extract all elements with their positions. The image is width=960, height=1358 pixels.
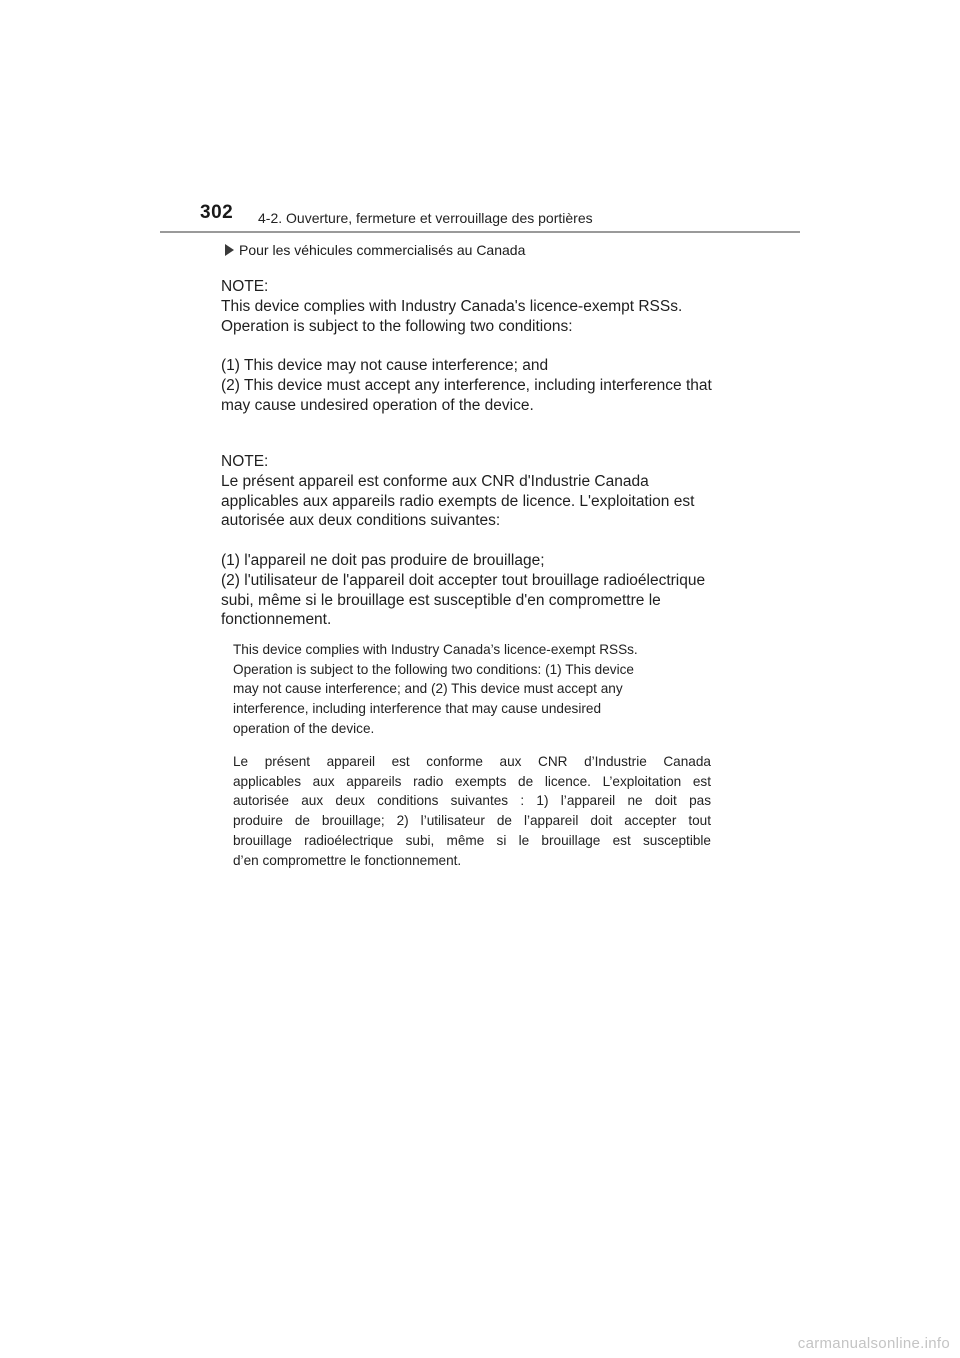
- note-en-heading: NOTE:: [221, 278, 269, 295]
- scan-fr-line: applicables aux appareils radio exempts de licence. L’exploitation est: [233, 773, 711, 789]
- note-en-line: may cause undesired operation of the device.: [221, 396, 534, 414]
- scan-fr-line: autorisée aux deux conditions suivantes : 1) l’appareil ne doit pas: [233, 793, 711, 809]
- note-fr-condition-1: (1) l'appareil ne doit pas produire de brouillage;: [221, 551, 545, 569]
- triangle-right-icon: [225, 244, 234, 256]
- note-en-line: Operation is subject to the following two conditions:: [221, 317, 573, 335]
- page-number: 302: [200, 202, 234, 223]
- note-en-condition-1: (1) This device may not cause interference; and: [221, 357, 549, 375]
- watermark: carmanualsonline.info: [797, 1335, 950, 1352]
- note-fr-blank-line: [221, 531, 781, 551]
- note-fr-line: autorisée aux deux conditions suivantes:: [221, 512, 501, 530]
- note-fr-heading: NOTE:: [221, 453, 269, 470]
- note-en-condition-2: (2) This device must accept any interference, including interference that: [221, 376, 712, 394]
- subheading: [225, 242, 525, 258]
- note-fr-line: fonctionnement.: [221, 611, 332, 629]
- scan-en-line: This device complies with Industry Canada’s licence-exempt RSSs.: [233, 642, 638, 657]
- scanned-paragraph-french: [233, 752, 711, 870]
- note-french: [221, 452, 781, 630]
- section-title: 4-2. Ouverture, fermeture et verrouillage des portières: [258, 210, 593, 226]
- scan-fr-line: d’en compromettre le fonctionnement.: [233, 852, 462, 868]
- scan-fr-line: produire de brouillage; 2) l’utilisateur de l’appareil doit accepter tout: [233, 813, 711, 829]
- note-fr-condition-2: (2) l'utilisateur de l'appareil doit accepter tout brouillage radioélectrique: [221, 571, 706, 589]
- note-fr-line: subi, même si le brouillage est susceptible d'en compromettre le: [221, 591, 661, 609]
- scanned-paragraph-english: [233, 640, 711, 739]
- scan-fr-line: Le présent appareil est conforme aux CNR d’Industrie Canada: [233, 754, 711, 769]
- note-en-line: This device complies with Industry Canada's licence-exempt RSSs.: [221, 297, 683, 315]
- note-fr-line: Le présent appareil est conforme aux CNR d'Industrie Canada: [221, 472, 649, 490]
- scan-en-line: may not cause interference; and (2) This device must accept any: [233, 681, 623, 697]
- note-fr-line: applicables aux appareils radio exempts de licence. L'exploitation est: [221, 492, 695, 510]
- scan-fr-line: brouillage radioélectrique subi, même si le brouillage est susceptible: [233, 832, 711, 848]
- note-en-blank-line: [221, 336, 781, 356]
- note-english: [221, 277, 781, 416]
- subheading-label: Pour les véhicules commercialisés au Canada: [239, 242, 526, 258]
- scan-en-line: operation of the device.: [233, 720, 375, 736]
- scan-en-line: interference, including interference that may cause undesired: [233, 701, 602, 717]
- scan-en-line: Operation is subject to the following two conditions: (1) This device: [233, 661, 634, 677]
- header-divider: [160, 231, 800, 233]
